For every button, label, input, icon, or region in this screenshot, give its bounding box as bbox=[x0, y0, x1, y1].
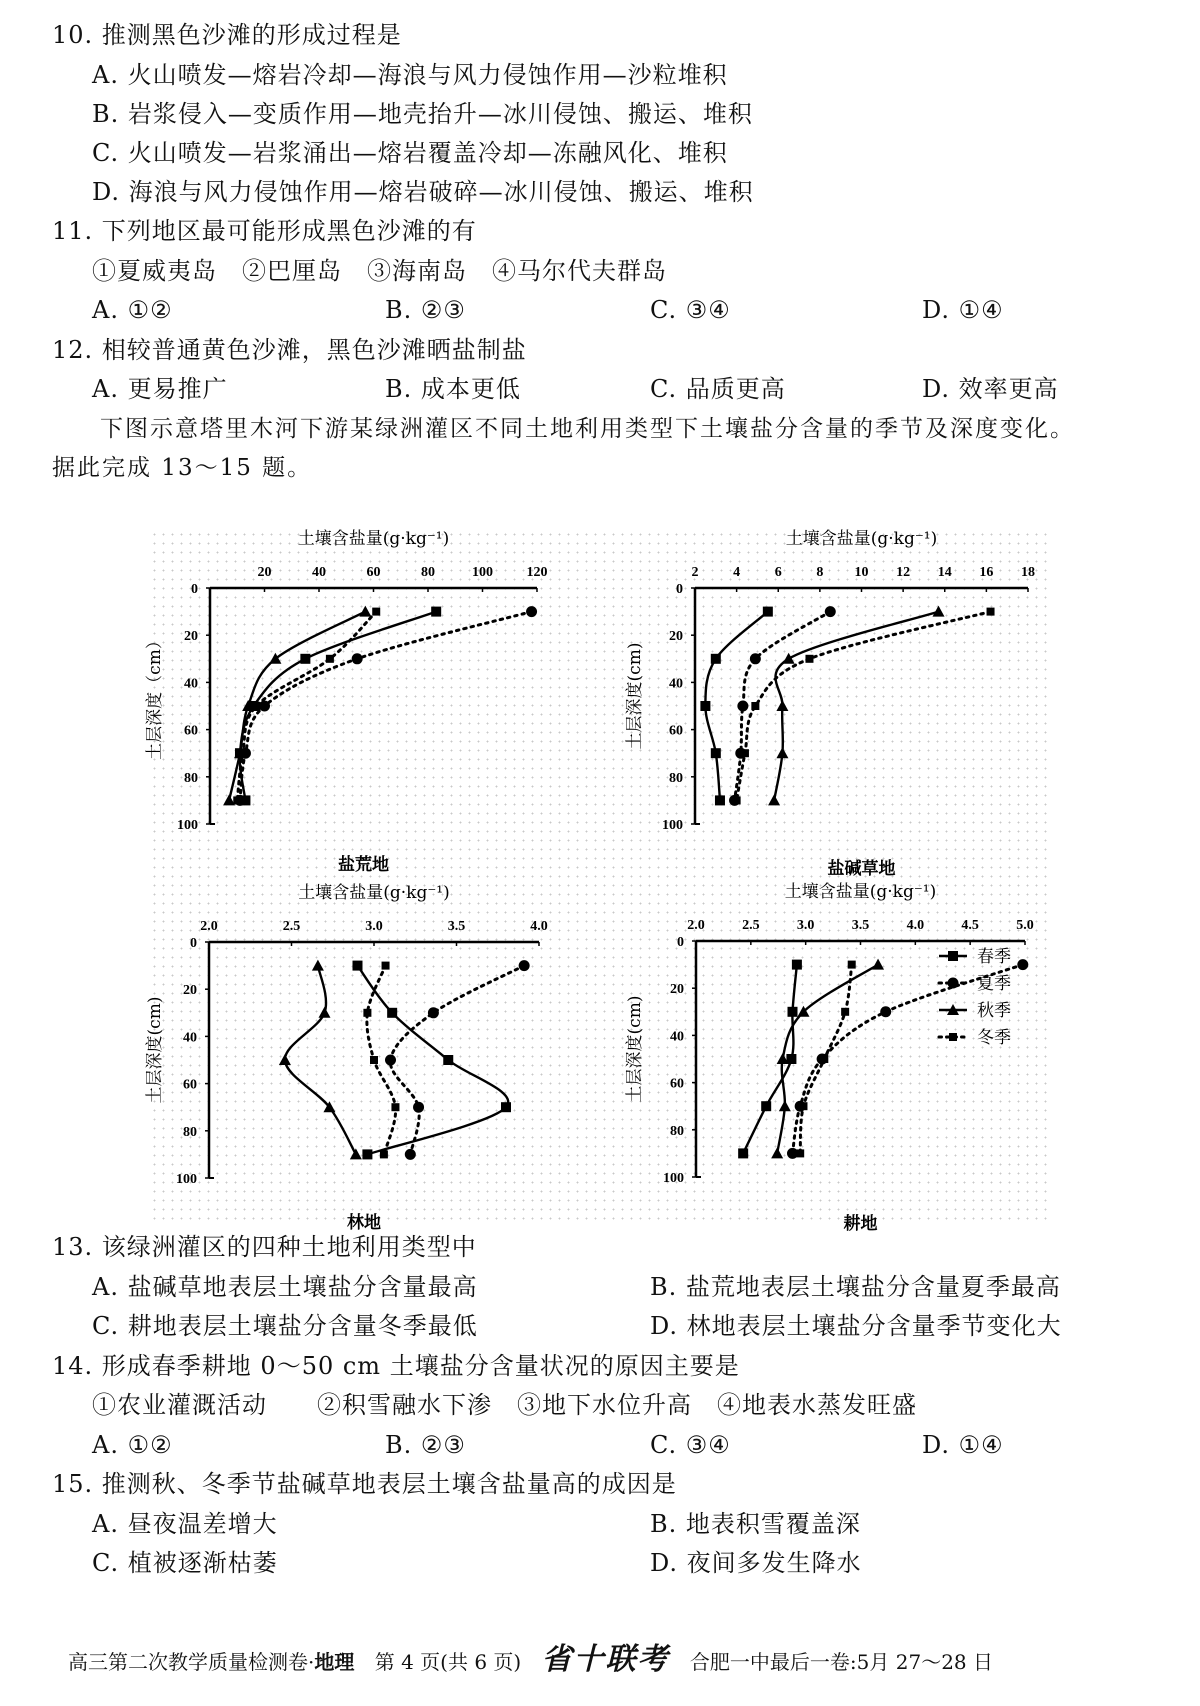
marker-small-square bbox=[820, 1055, 828, 1063]
marker-circle bbox=[259, 701, 270, 712]
x-tick-label: 18 bbox=[1021, 565, 1035, 580]
x-tick-label: 5.0 bbox=[1016, 918, 1034, 933]
marker-small-square bbox=[363, 1009, 371, 1017]
x-tick-label: 3.5 bbox=[851, 918, 870, 933]
footer-subject: 地理 bbox=[314, 1650, 355, 1674]
q14-option-a: A. ①② bbox=[92, 1431, 173, 1459]
marker-small-square bbox=[796, 1149, 804, 1157]
q10-option-a: A. 火山喷发—熔岩冷却—海浪与风力侵蚀作用—沙粒堆积 bbox=[92, 61, 728, 89]
y-axis-title: 土层深度(cm) bbox=[145, 996, 165, 1104]
marker-small-square bbox=[799, 1102, 807, 1110]
y-tick-label: 80 bbox=[184, 770, 198, 786]
footer-page: 第 4 页(共 6 页) bbox=[374, 1650, 522, 1674]
legend-label: 春季 bbox=[977, 947, 1011, 967]
x-tick-label: 2 bbox=[691, 565, 699, 580]
marker-circle bbox=[825, 606, 836, 617]
marker-triangle bbox=[319, 1007, 331, 1018]
y-tick-label: 20 bbox=[184, 629, 198, 645]
q12-stem: 12. 相较普通黄色沙滩，黑色沙滩晒盐制盐 bbox=[52, 336, 527, 364]
marker-square bbox=[431, 607, 441, 617]
q15-stem: 15. 推测秋、冬季节盐碱草地表层土壤含盐量高的成因是 bbox=[52, 1470, 677, 1498]
y-tick-label: 100 bbox=[662, 818, 683, 833]
x-tick-label: 2.5 bbox=[282, 919, 301, 934]
chart-panel-1 bbox=[145, 529, 548, 875]
marker-square bbox=[711, 654, 721, 664]
chart-panel-2 bbox=[625, 529, 1035, 879]
y-tick-label: 0 bbox=[677, 935, 684, 950]
q14-stem: 14. 形成春季耕地 0～50 cm 土壤盐分含量状况的原因主要是 bbox=[52, 1352, 740, 1380]
y-tick-label: 80 bbox=[670, 1123, 684, 1139]
q14-option-d: D. ①④ bbox=[922, 1431, 1004, 1459]
marker-square bbox=[443, 1055, 453, 1065]
y-tick-label: 100 bbox=[663, 1171, 684, 1186]
marker-triangle bbox=[776, 747, 788, 758]
y-tick-label: 100 bbox=[177, 818, 198, 833]
marker-circle bbox=[948, 978, 959, 989]
chart-title: 盐碱草地 bbox=[827, 859, 896, 879]
marker-small-square bbox=[370, 1056, 378, 1064]
q11-stem: 11. 下列地区最可能形成黑色沙滩的有 bbox=[52, 217, 477, 245]
intro-line-2: 据此完成 13～15 题。 bbox=[52, 455, 313, 481]
marker-square bbox=[501, 1102, 511, 1112]
marker-circle bbox=[519, 960, 530, 971]
q11-option-c: C. ③④ bbox=[650, 296, 731, 324]
series-冬季 bbox=[733, 608, 995, 805]
q12-option-d: D. 效率更高 bbox=[922, 375, 1059, 403]
series-秋季 bbox=[223, 606, 371, 806]
marker-small-square bbox=[741, 749, 749, 757]
y-tick-label: 40 bbox=[184, 676, 198, 692]
y-tick-label: 20 bbox=[670, 982, 684, 998]
q10-stem: 10. 推测黑色沙滩的形成过程是 bbox=[52, 21, 402, 49]
x-tick-label: 8 bbox=[816, 565, 824, 580]
x-tick-label: 10 bbox=[854, 565, 869, 580]
footer-note: 合肥一中最后一卷:5月 27～28 日 bbox=[689, 1650, 993, 1674]
marker-small-square bbox=[239, 749, 247, 757]
q11-items: ①夏威夷岛 ②巴厘岛 ③海南岛 ④马尔代夫群岛 bbox=[92, 257, 667, 285]
marker-circle bbox=[750, 653, 761, 664]
marker-circle bbox=[737, 701, 748, 712]
marker-circle bbox=[385, 1055, 396, 1066]
legend-label: 冬季 bbox=[977, 1028, 1011, 1048]
marker-triangle bbox=[779, 1100, 791, 1111]
x-tick-label: 4.0 bbox=[530, 919, 548, 934]
marker-circle bbox=[352, 653, 363, 664]
marker-small-square bbox=[233, 796, 241, 804]
x-tick-label: 3.5 bbox=[447, 919, 466, 934]
x-tick-label: 6 bbox=[774, 565, 782, 580]
marker-small-square bbox=[751, 702, 759, 710]
y-axis-title: 土层深度(cm) bbox=[625, 642, 645, 750]
chart-title: 耕地 bbox=[843, 1214, 878, 1234]
x-tick-label: 60 bbox=[366, 565, 381, 580]
chart-title: 林地 bbox=[347, 1213, 381, 1233]
x-tick-label: 3.0 bbox=[365, 919, 383, 934]
q10-option-b: B. 岩浆侵入—变质作用—地壳抬升—冰川侵蚀、搬运、堆积 bbox=[92, 100, 753, 128]
marker-small-square bbox=[987, 608, 995, 616]
y-tick-label: 40 bbox=[183, 1030, 197, 1046]
x-tick-label: 120 bbox=[526, 565, 548, 580]
x-tick-label: 3.0 bbox=[796, 918, 815, 933]
x-tick-label: 20 bbox=[257, 565, 272, 580]
series-冬季 bbox=[796, 961, 856, 1158]
marker-square bbox=[700, 701, 710, 711]
marker-triangle bbox=[279, 1054, 291, 1065]
x-tick-label: 80 bbox=[421, 565, 435, 580]
marker-square bbox=[792, 960, 802, 970]
marker-small-square bbox=[380, 1150, 388, 1158]
q14-option-b: B. ②③ bbox=[385, 1431, 466, 1459]
q11-option-b: B. ②③ bbox=[385, 296, 466, 324]
footer-brand-logo: 省十联考 bbox=[541, 1642, 670, 1677]
q14-items: ①农业灌溉活动 ②积雪融水下渗 ③地下水位升高 ④地表水蒸发旺盛 bbox=[92, 1391, 917, 1419]
marker-square bbox=[948, 951, 958, 961]
y-tick-label: 20 bbox=[183, 983, 197, 999]
marker-small-square bbox=[372, 608, 380, 616]
series-line bbox=[390, 966, 524, 1155]
q15-option-a: A. 昼夜温差增大 bbox=[92, 1510, 278, 1538]
q13-stem: 13. 该绿洲灌区的四种土地利用类型中 bbox=[52, 1233, 477, 1261]
chart-legend bbox=[939, 947, 1011, 1048]
q12-option-b: B. 成本更低 bbox=[385, 375, 521, 403]
marker-circle bbox=[880, 1006, 891, 1017]
legend-label: 秋季 bbox=[977, 1001, 1011, 1021]
intro-line-1: 下图示意塔里木河下游某绿洲灌区不同土地利用类型下土壤盐分含量的季节及深度变化。 bbox=[100, 416, 1075, 442]
y-tick-label: 0 bbox=[676, 582, 683, 597]
marker-triangle bbox=[771, 1147, 783, 1158]
series-line bbox=[285, 966, 356, 1155]
marker-small-square bbox=[326, 655, 334, 663]
marker-circle bbox=[428, 1007, 439, 1018]
series-line bbox=[737, 612, 991, 801]
q13-option-d: D. 林地表层土壤盐分含量季节变化大 bbox=[650, 1312, 1062, 1340]
q15-option-c: C. 植被逐渐枯萎 bbox=[92, 1549, 278, 1577]
x-tick-label: 4.0 bbox=[906, 918, 925, 933]
marker-small-square bbox=[382, 962, 390, 970]
marker-small-square bbox=[841, 1008, 849, 1016]
y-tick-label: 0 bbox=[191, 582, 198, 597]
x-tick-label: 2.5 bbox=[742, 918, 760, 933]
marker-triangle bbox=[783, 653, 795, 664]
marker-square bbox=[738, 1148, 748, 1158]
series-夏季 bbox=[234, 606, 537, 806]
y-tick-label: 40 bbox=[669, 676, 683, 692]
marker-triangle bbox=[768, 794, 780, 805]
x-axis-title: 土壤含盐量(g·kg⁻¹) bbox=[298, 883, 450, 903]
series-春季 bbox=[738, 960, 802, 1159]
x-axis-title: 土壤含盐量(g·kg⁻¹) bbox=[297, 529, 450, 549]
x-tick-label: 2.0 bbox=[687, 918, 705, 933]
x-tick-label: 16 bbox=[979, 565, 994, 580]
series-秋季 bbox=[768, 606, 944, 806]
y-axis-title: 土层深度（cm） bbox=[145, 632, 165, 760]
marker-small-square bbox=[848, 961, 856, 969]
marker-triangle bbox=[359, 606, 371, 617]
q11-option-a: A. ①② bbox=[92, 296, 173, 324]
y-tick-label: 60 bbox=[183, 1077, 197, 1093]
marker-small-square bbox=[733, 796, 741, 804]
y-tick-label: 80 bbox=[183, 1124, 197, 1140]
x-tick-label: 2.0 bbox=[200, 919, 218, 934]
q10-option-c: C. 火山喷发—岩浆涌出—熔岩覆盖冷却—冻融风化、堆积 bbox=[92, 139, 728, 167]
marker-circle bbox=[413, 1102, 424, 1113]
series-夏季 bbox=[385, 960, 530, 1160]
footer-exam: 高三第二次教学质量检测卷 bbox=[68, 1650, 308, 1674]
x-tick-label: 100 bbox=[472, 565, 493, 580]
q13-option-c: C. 耕地表层土壤盐分含量冬季最低 bbox=[92, 1312, 478, 1340]
marker-triangle bbox=[776, 700, 788, 711]
marker-square bbox=[788, 1007, 798, 1017]
marker-square bbox=[761, 1101, 771, 1111]
series-秋季 bbox=[279, 960, 362, 1160]
legend-label: 夏季 bbox=[977, 974, 1011, 994]
y-tick-label: 60 bbox=[184, 723, 198, 739]
marker-square bbox=[786, 1054, 796, 1064]
marker-small-square bbox=[252, 702, 260, 710]
series-line bbox=[774, 612, 938, 801]
chart-panel-3 bbox=[145, 883, 548, 1233]
chart-title: 盐荒地 bbox=[338, 855, 389, 875]
x-tick-label: 4 bbox=[733, 565, 741, 580]
marker-circle bbox=[1017, 959, 1028, 970]
q13-option-b: B. 盐荒地表层土壤盐分含量夏季最高 bbox=[650, 1273, 1061, 1301]
y-tick-label: 80 bbox=[669, 770, 683, 786]
marker-square bbox=[362, 1149, 372, 1159]
x-axis-title: 土壤含盐量(g·kg⁻¹) bbox=[784, 882, 937, 902]
x-tick-label: 12 bbox=[896, 565, 911, 580]
q11-option-d: D. ①④ bbox=[922, 296, 1004, 324]
marker-triangle bbox=[350, 1148, 362, 1159]
marker-small-square bbox=[949, 1033, 957, 1041]
marker-triangle bbox=[312, 960, 324, 971]
q15-option-b: B. 地表积雪覆盖深 bbox=[650, 1510, 861, 1538]
marker-small-square bbox=[805, 655, 813, 663]
x-axis-title: 土壤含盐量(g·kg⁻¹) bbox=[785, 529, 938, 549]
q10-option-d: D. 海浪与风力侵蚀作用—熔岩破碎—冰川侵蚀、搬运、堆积 bbox=[92, 178, 754, 206]
q12-option-a: A. 更易推广 bbox=[92, 375, 228, 403]
x-tick-label: 14 bbox=[937, 565, 952, 580]
y-tick-label: 0 bbox=[190, 936, 197, 951]
marker-square bbox=[715, 795, 725, 805]
series-line bbox=[358, 966, 509, 1155]
y-tick-label: 60 bbox=[670, 1076, 684, 1092]
q12-option-c: C. 品质更高 bbox=[650, 375, 786, 403]
marker-square bbox=[387, 1008, 397, 1018]
marker-square bbox=[711, 748, 721, 758]
marker-square bbox=[353, 961, 363, 971]
marker-triangle bbox=[933, 606, 945, 617]
footer-dot: · bbox=[308, 1650, 315, 1674]
y-axis-title: 土层深度(cm) bbox=[625, 995, 645, 1103]
y-tick-label: 20 bbox=[669, 629, 683, 645]
x-tick-label: 4.5 bbox=[961, 918, 979, 933]
marker-triangle bbox=[872, 959, 884, 970]
marker-square bbox=[763, 607, 773, 617]
chart-panel-4 bbox=[625, 882, 1034, 1234]
y-tick-label: 60 bbox=[669, 723, 683, 739]
page-footer bbox=[68, 1642, 993, 1677]
q13-option-a: A. 盐碱草地表层土壤盐分含量最高 bbox=[92, 1273, 478, 1301]
marker-small-square bbox=[391, 1103, 399, 1111]
q15-option-d: D. 夜间多发生降水 bbox=[650, 1549, 862, 1577]
y-tick-label: 100 bbox=[176, 1172, 197, 1187]
marker-square bbox=[300, 654, 310, 664]
x-tick-label: 40 bbox=[312, 565, 326, 580]
marker-circle bbox=[405, 1149, 416, 1160]
q14-option-c: C. ③④ bbox=[650, 1431, 731, 1459]
marker-circle bbox=[526, 606, 537, 617]
series-春季 bbox=[700, 607, 772, 806]
series-line bbox=[240, 612, 532, 801]
y-tick-label: 40 bbox=[670, 1029, 684, 1045]
